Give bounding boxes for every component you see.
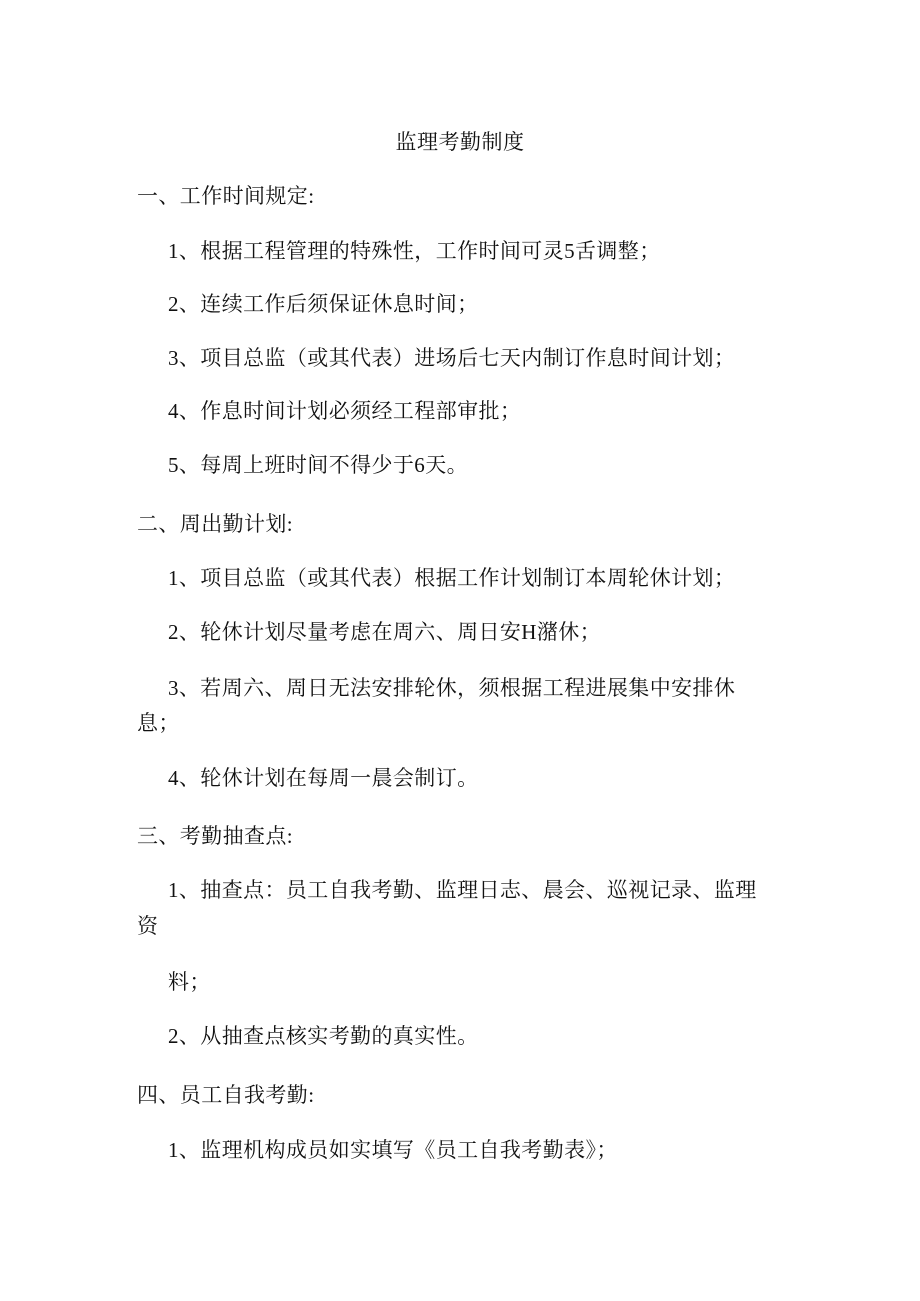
paragraph-item: 3、项目总监（或其代表）进场后七天内制订作息时间计划；: [168, 346, 736, 370]
paragraph-item: 4、轮休计划在每周一晨会制订。: [168, 766, 479, 790]
paragraph-continuation: 料；: [168, 970, 211, 994]
section-heading-self-attendance: 四、员工自我考勤:: [137, 1083, 315, 1107]
paragraph-item: 1、项目总监（或其代表）根据工作计划制订本周轮休计划；: [168, 566, 736, 590]
paragraph-item: 2、轮休计划尽量考虑在周六、周日安H潴休；: [168, 620, 602, 644]
paragraph-item: 2、从抽查点核实考勤的真实性。: [168, 1024, 479, 1048]
paragraph-item: 3、若周六、周日无法安排轮休，须根据工程进展集中安排休: [168, 676, 736, 700]
paragraph-item: 1、抽查点：员工自我考勤、监理日志、晨会、巡视记录、监理: [168, 878, 757, 902]
paragraph-continuation: 息；: [137, 711, 180, 735]
paragraph-item: 1、监理机构成员如实填写《员工自我考勤表》；: [168, 1138, 618, 1162]
paragraph-item: 5、每周上班时间不得少于6天。: [168, 453, 468, 477]
section-heading-work-hours: 一、工作时间规定:: [137, 184, 315, 208]
paragraph-item: 4、作息时间计划必须经工程部审批；: [168, 399, 522, 423]
paragraph-continuation: 资: [137, 914, 159, 938]
document-title: 监理考勤制度: [395, 130, 525, 154]
paragraph-item: 2、连续工作后须保证休息时间；: [168, 292, 479, 316]
paragraph-item: 1、根据工程管理的特殊性，工作时间可灵5舌调整；: [168, 239, 661, 263]
section-heading-weekly-attendance: 二、周出勤计划:: [137, 512, 294, 536]
section-heading-spot-check: 三、考勤抽查点:: [137, 824, 294, 848]
